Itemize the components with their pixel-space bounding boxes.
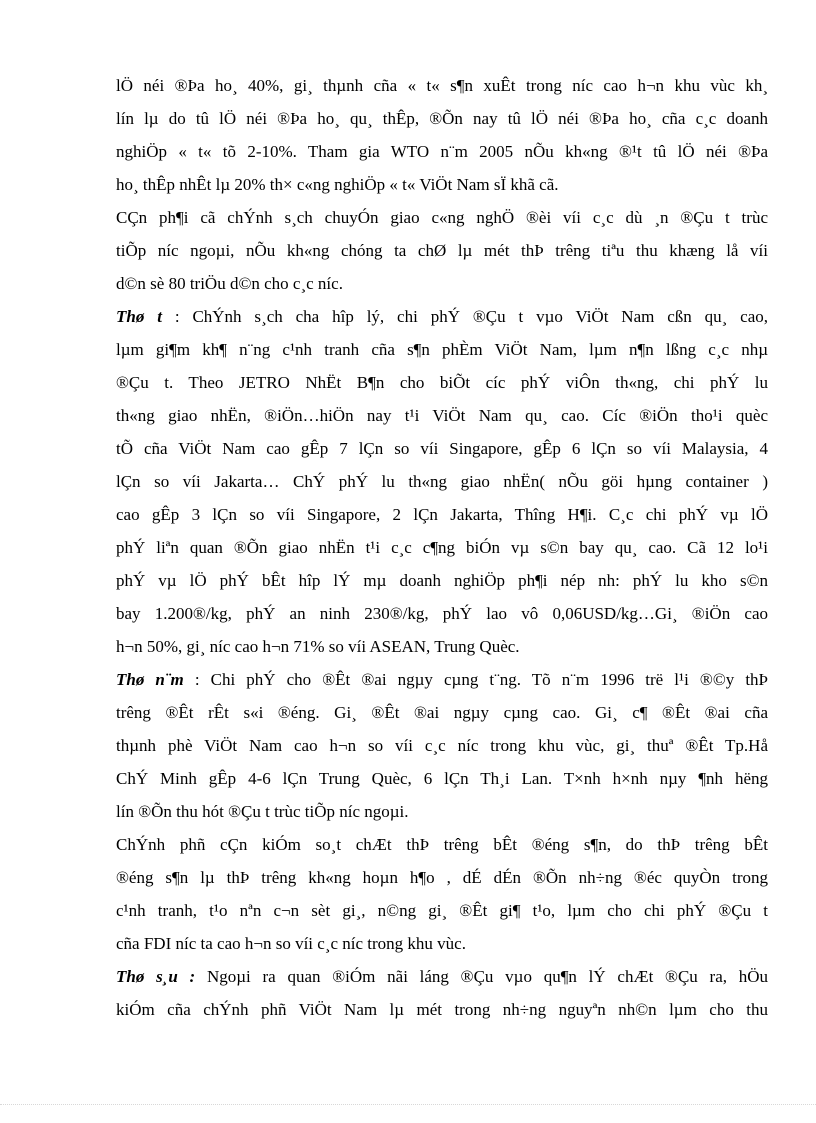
line-text: lín ®Õn thu hót ®Çu t trùc tiÕp níc ngoµi. [116,802,409,821]
line-text: lÖ néi ®Þa ho¸ 40%, gi¸ thµnh cña « t« s¶n xuÊt trong níc cao h¬n khu vùc kh¸ [116,76,768,95]
text-line [116,141,768,163]
text-line [116,537,768,559]
line-text: h¬n 50%, gi¸ níc cao h¬n 71% so víi ASEAN, Trung Quèc. [116,637,520,656]
line-text: Ngoµi ra quan ®iÓm nãi láng ®Çu vµo qu¶n lÝ chÆt ®Çu ra, hÖu [206,967,768,986]
text-line [116,438,768,460]
line-text: nghiÖp « t« tõ 2-10%. Tham gia WTO n¨m 2005 nÕu kh«ng ®¹t tû lÖ néi ®Þa [116,142,768,161]
line-text: d©n sè 80 triÖu d©n cho c¸c níc. [116,274,343,293]
line-text: c¹nh tranh, t¹o nªn c¬n sèt gi¸, n©ng gi¸ ®Êt gi¶ t¹o, lµm cho chi phÝ ®Çu t [116,901,768,920]
line-text: tÕ cña ViÖt Nam cao gÊp 7 lÇn so víi Singapore, gÊp 6 lÇn so víi Malaysia, 4 [116,439,768,458]
line-text: thµnh phè ViÖt Nam cao h¬n so víi c¸c níc trong khu vùc, gi¸ thuª ®Êt Tp.Hå [116,736,768,755]
text-line [116,75,768,97]
line-text: tiÕp níc ngoµi, nÕu kh«ng chóng ta chØ lµ mét thÞ trêng tiªu thu khæng lå víi [116,241,768,260]
text-line [116,240,768,262]
line-text: ChÝ Minh gÊp 4-6 lÇn Trung Quèc, 6 lÇn Th¸i Lan. T×nh h×nh nµy ¶nh hëng [116,769,768,788]
line-text: ®Çu t. Theo JETRO NhËt B¶n cho biÕt cíc phÝ viÔn th«ng, chi phÝ lu [116,373,768,392]
text-line [116,735,768,757]
text-line [116,570,768,592]
text-line [116,669,768,691]
text-line [116,174,768,196]
text-line [116,801,768,823]
line-text: cña FDI níc ta cao h¬n so víi c¸c níc trong khu vùc. [116,934,466,953]
line-text: lµm gi¶m kh¶ n¨ng c¹nh tranh cña s¶n phÈm ViÖt Nam, lµm n¶n lßng c¸c nhµ [116,340,768,359]
line-text: phÝ vµ lÖ phÝ bÊt hîp lÝ mµ doanh nghiÖp ph¶i nép nh: phÝ lu kho s©n [116,571,768,590]
line-text: th«ng giao nhËn, ®iÖn…hiÖn nay t¹i ViÖt Nam qu¸ cao. Cíc ®iÖn tho¹i quèc [116,406,768,425]
text-line [116,108,768,130]
line-text: kiÓm cña chÝnh phñ ViÖt Nam lµ mét trong nh÷ng nguyªn nh©n lµm cho thu [116,1000,768,1019]
text-line [116,900,768,922]
text-line [116,603,768,625]
text-line [116,966,768,988]
line-text: ho¸ thÊp nhÊt lµ 20% th× c«ng nghiÖp « t« ViÖt Nam sÏ khã cã. [116,175,559,194]
line-text: ®éng s¶n lµ thÞ trêng kh«ng hoµn h¶o , dÉ dÉn ®Õn nh÷ng ®éc quyÒn trong [116,868,768,887]
text-line [116,504,768,526]
text-line [116,834,768,856]
text-line [116,306,768,328]
text-line [116,273,768,295]
text-line [116,339,768,361]
text-line [116,372,768,394]
line-text: trêng ®Êt rÊt s«i ®éng. Gi¸ ®Êt ®ai ngµy cµng cao. Gi¸ c¶ ®Êt ®ai cña [116,703,768,722]
line-text: : Chi phÝ cho ®Êt ®ai ngµy cµng t¨ng. Tõ n¨m 1996 trë l¹i ®©y thÞ [194,670,768,689]
text-line [116,636,768,658]
line-text: CÇn ph¶i cã chÝnh s¸ch chuyÓn giao c«ng nghÖ ®èi víi c¸c dù ¸n ®Çu t trùc [116,208,768,227]
line-text: : ChÝnh s¸ch cha hîp lý, chi phÝ ®Çu t vµo ViÖt Nam cßn qu¸ cao, [174,307,768,326]
line-text: phÝ liªn quan ®Õn giao nhËn t¹i c¸c c¶ng biÓn vµ s©n bay qu¸ cao. Cã 12 lo¹i [116,538,768,557]
text-line [116,768,768,790]
line-text: cao gÊp 3 lÇn so víi Singapore, 2 lÇn Jakarta, Thîng H¶i. C¸c chi phÝ vµ lÖ [116,505,768,524]
text-line [116,933,768,955]
text-line [116,471,768,493]
text-line [116,405,768,427]
section-label: Thø t [116,307,162,326]
text-line [116,207,768,229]
line-text: bay 1.200®/kg, phÝ an ninh 230®/kg, phÝ lao vô 0,06USD/kg…Gi¸ ®iÖn cao [116,604,768,623]
text-line [116,999,768,1021]
text-line [116,867,768,889]
section-label: Thø n¨m [116,670,184,689]
line-text: lÇn so víi Jakarta… ChÝ phÝ lu th«ng giao nhËn( nÕu göi hµng container ) [116,472,768,491]
section-label: Thø s¸u : [116,967,196,986]
page-bottom-divider [0,1104,816,1105]
line-text: lín lµ do tû lÖ néi ®Þa ho¸ qu¸ thÊp, ®Õn nay tû lÖ néi ®Þa ho¸ cña c¸c doanh [116,109,768,128]
text-line [116,702,768,724]
line-text: ChÝnh phñ cÇn kiÓm so¸t chÆt thÞ trêng bÊt ®éng s¶n, do thÞ trêng bÊt [116,835,768,854]
